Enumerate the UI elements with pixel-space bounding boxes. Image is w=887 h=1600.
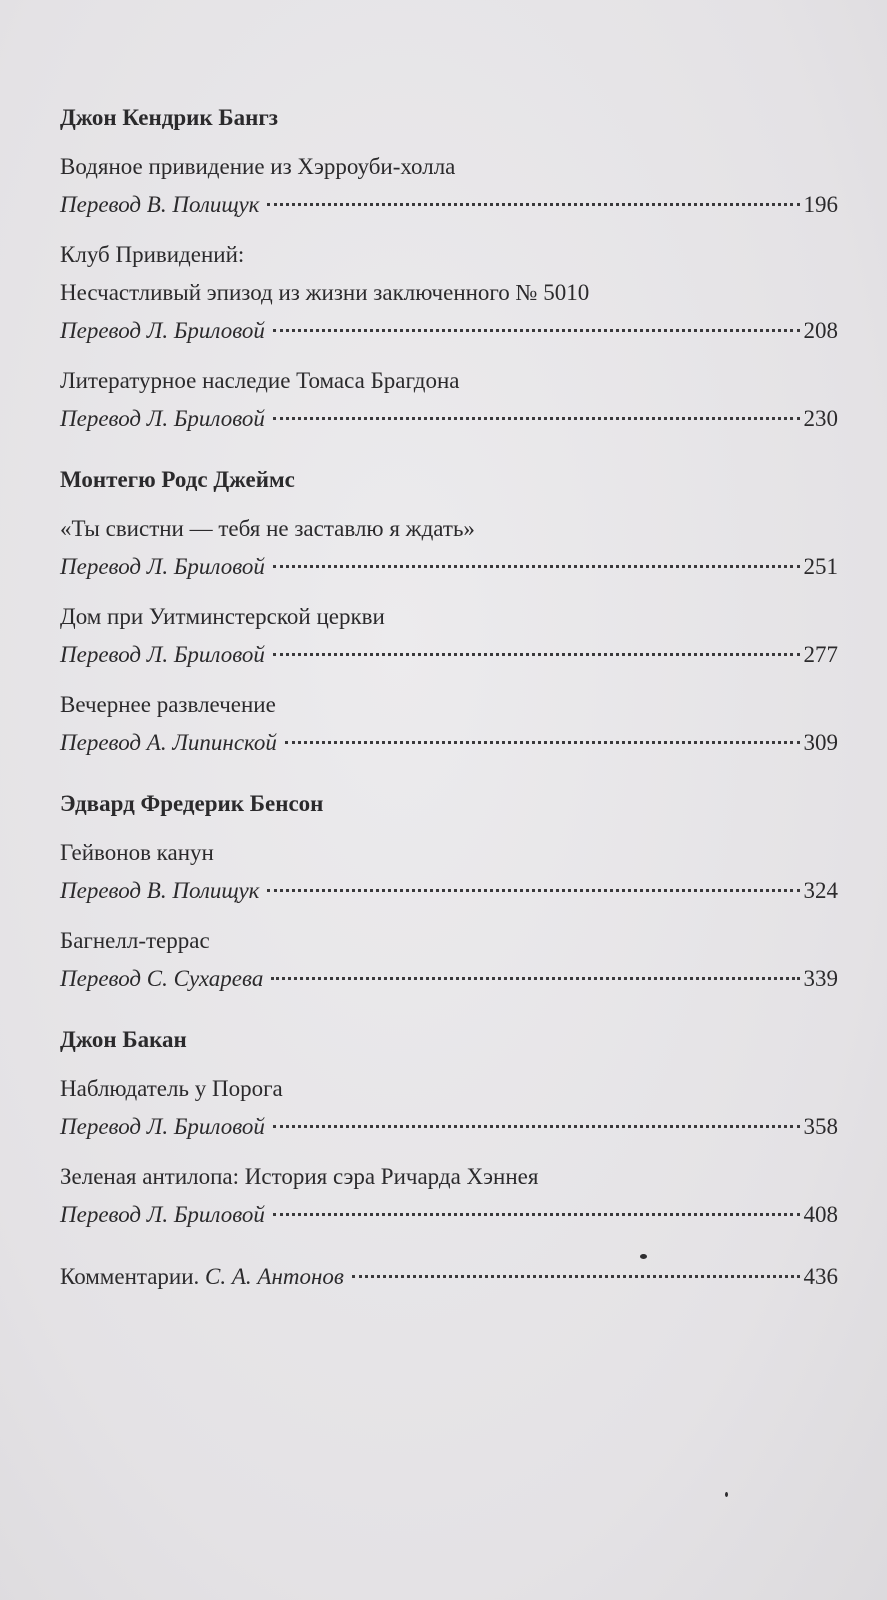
entry-title: Несчастливый эпизод из жизни заключенного № 5010: [60, 280, 590, 305]
dot-leader: [273, 417, 800, 420]
section-author: Монтегю Родс Джеймс: [60, 467, 295, 492]
print-speck: [640, 1254, 647, 1259]
translator-line: [60, 312, 838, 350]
dot-leader: [273, 329, 800, 332]
translator-line: [60, 400, 838, 438]
entry-title: Зеленая антилопа: История сэра Ричарда Хэннея: [60, 1164, 539, 1189]
dot-leader: [285, 741, 800, 744]
translator-line: [60, 1108, 838, 1146]
entry-title: Вечернее развлечение: [60, 692, 276, 717]
translator-line: [60, 636, 838, 674]
dot-leader: [271, 977, 799, 980]
entry-title: Водяное привидение из Хэрроуби-холла: [60, 154, 456, 179]
page-number: 408: [803, 1202, 838, 1227]
translator-line: [60, 1196, 838, 1234]
page-number: 208: [803, 318, 838, 343]
dot-leader: [267, 203, 799, 206]
toc-section: [60, 100, 838, 438]
toc-entry[interactable]: [60, 510, 838, 586]
entry-translator: Перевод Л. Бриловой: [60, 554, 265, 579]
page-number: 309: [803, 730, 838, 755]
dot-leader: [273, 565, 800, 568]
translator-line: [60, 724, 838, 762]
comments-label: [60, 1258, 344, 1296]
section-author: Джон Бакан: [60, 1027, 187, 1052]
dot-leader: [273, 1213, 800, 1216]
entry-title: Литературное наследие Томаса Брагдона: [60, 368, 460, 393]
toc-entry[interactable]: [60, 1070, 838, 1146]
toc-entry[interactable]: [60, 686, 838, 762]
toc-entry[interactable]: [60, 362, 838, 438]
entry-translator: Перевод В. Полищук: [60, 192, 260, 217]
page-number: 230: [803, 406, 838, 431]
entry-translator: Перевод С. Сухарева: [60, 966, 264, 991]
toc-entry[interactable]: [60, 834, 838, 910]
print-speck: [725, 1492, 728, 1497]
translator-line: [60, 872, 838, 910]
entry-translator: Перевод Л. Бриловой: [60, 642, 265, 667]
toc-section: [60, 786, 838, 998]
comments-author: С. А. Антонов: [205, 1264, 344, 1289]
toc-section: [60, 462, 838, 762]
section-author: Эдвард Фредерик Бенсон: [60, 791, 324, 816]
entry-title: Гейвонов канун: [60, 840, 214, 865]
section-author: Джон Кендрик Бангз: [60, 105, 279, 130]
entry-translator: Перевод Л. Бриловой: [60, 1202, 265, 1227]
entry-translator: Перевод Л. Бриловой: [60, 406, 265, 431]
page-number: 339: [803, 966, 838, 991]
page-number: 251: [803, 554, 838, 579]
entry-title: Дом при Уитминстерской церкви: [60, 604, 385, 629]
toc-entry[interactable]: [60, 148, 838, 224]
translator-line: [60, 960, 838, 998]
dot-leader: [352, 1275, 800, 1278]
toc-entry[interactable]: [60, 598, 838, 674]
comments-entry[interactable]: [60, 1258, 838, 1296]
entry-title: Наблюдатель у Порога: [60, 1076, 283, 1101]
dot-leader: [273, 1125, 800, 1128]
dot-leader: [267, 889, 799, 892]
toc-entry[interactable]: [60, 1158, 838, 1234]
page-number: 436: [803, 1264, 838, 1289]
page-number: 324: [803, 878, 838, 903]
entry-title: Клуб Привидений:: [60, 242, 245, 267]
toc-entry[interactable]: [60, 922, 838, 998]
dot-leader: [273, 653, 800, 656]
page-number: 358: [803, 1114, 838, 1139]
page-number: 277: [803, 642, 838, 667]
toc-entry[interactable]: [60, 236, 838, 350]
translator-line: [60, 186, 838, 224]
entry-title: Багнелл-террас: [60, 928, 210, 953]
table-of-contents: [60, 100, 838, 1296]
entry-translator: Перевод А. Липинской: [60, 730, 277, 755]
translator-line: [60, 548, 838, 586]
entry-translator: Перевод В. Полищук: [60, 878, 260, 903]
page-number: 196: [803, 192, 838, 217]
entry-translator: Перевод Л. Бриловой: [60, 318, 265, 343]
toc-section: [60, 1022, 838, 1234]
entry-translator: Перевод Л. Бриловой: [60, 1114, 265, 1139]
comments-title: Комментарии.: [60, 1264, 200, 1289]
entry-title: «Ты свистни — тебя не заставлю я ждать»: [60, 516, 475, 541]
